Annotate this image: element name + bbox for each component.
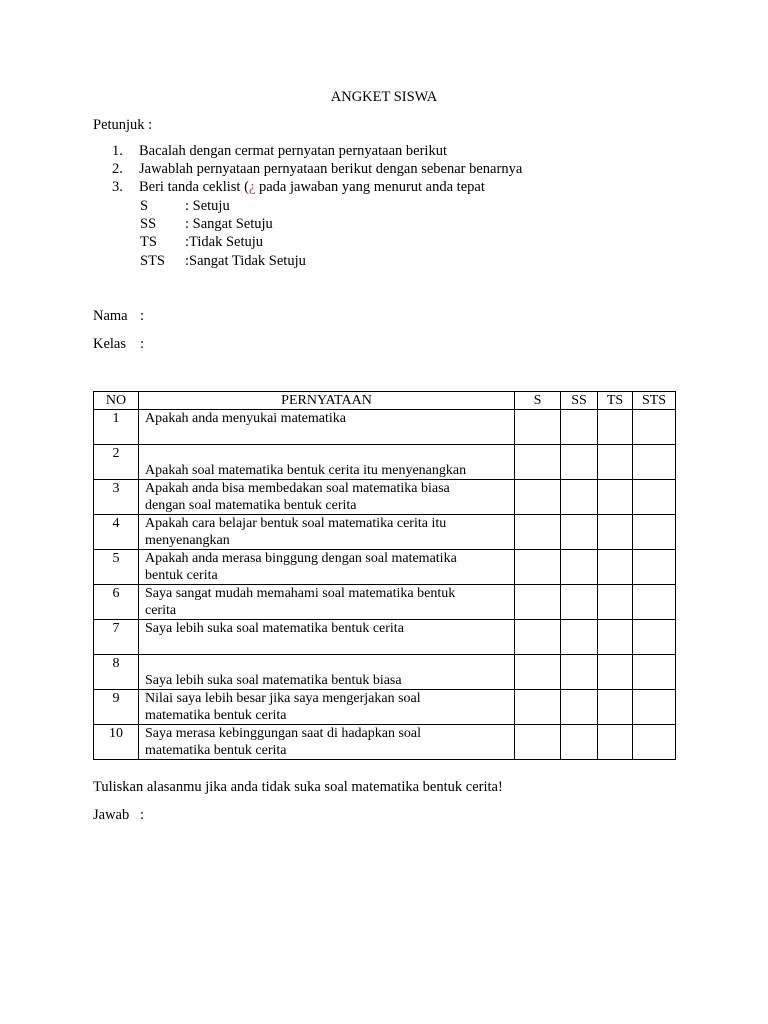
statement-cell	[139, 445, 515, 480]
instruction-item	[112, 178, 485, 196]
check-cell-s[interactable]	[515, 585, 561, 620]
table-row	[94, 585, 676, 620]
code-legend-item	[140, 252, 306, 270]
table-row	[94, 690, 676, 725]
row-number: 5	[94, 550, 139, 585]
statement-line	[145, 655, 514, 672]
code-desc: :Tidak Setuju	[185, 234, 264, 250]
code-key: TS	[140, 234, 157, 250]
check-cell-s[interactable]	[515, 410, 561, 445]
statement-line: Apakah anda menyukai matematika	[145, 411, 346, 426]
nama-field[interactable]	[93, 307, 144, 325]
check-cell-ss[interactable]	[561, 410, 598, 445]
check-cell-ss[interactable]	[561, 585, 598, 620]
header-no: NO	[94, 392, 139, 410]
statement-line: Apakah soal matematika bentuk cerita itu menyenangkan	[145, 463, 467, 478]
check-cell-s[interactable]	[515, 480, 561, 515]
statement-cell	[139, 620, 515, 655]
row-number: 10	[94, 725, 139, 760]
check-cell-s[interactable]	[515, 655, 561, 690]
header-ss: SS	[561, 392, 598, 410]
check-cell-ss[interactable]	[561, 725, 598, 760]
check-cell-sts[interactable]	[633, 585, 676, 620]
statement-cell	[139, 585, 515, 620]
code-key: STS	[140, 253, 165, 269]
statement-line: Saya sangat mudah memahami soal matematika bentuk	[145, 586, 456, 601]
row-number: 6	[94, 585, 139, 620]
check-cell-sts[interactable]	[633, 480, 676, 515]
table-row	[94, 410, 676, 445]
check-cell-s[interactable]	[515, 445, 561, 480]
instruction-number: 1.	[112, 143, 123, 159]
row-number: 1	[94, 410, 139, 445]
kelas-label: Kelas	[93, 336, 127, 352]
check-cell-sts[interactable]	[633, 690, 676, 725]
statement-line: Apakah cara belajar bentuk soal matematika cerita itu	[145, 516, 447, 531]
code-desc: : Setuju	[185, 198, 230, 214]
code-legend-item	[140, 215, 273, 233]
code-key: SS	[140, 216, 157, 232]
row-number: 4	[94, 515, 139, 550]
statement-line: cerita	[145, 603, 177, 618]
check-cell-sts[interactable]	[633, 515, 676, 550]
header-pernyataan: PERNYATAAN	[139, 392, 515, 410]
statement-line: Saya merasa kebinggungan saat di hadapkan soal	[145, 726, 422, 741]
code-legend-item	[140, 233, 263, 251]
check-cell-ts[interactable]	[598, 725, 633, 760]
statement-line: menyenangkan	[145, 533, 230, 548]
header-sts: STS	[633, 392, 676, 410]
check-cell-s[interactable]	[515, 550, 561, 585]
check-cell-ts[interactable]	[598, 515, 633, 550]
statement-line	[145, 427, 514, 444]
statement-line: Saya lebih suka soal matematika bentuk biasa	[145, 673, 402, 688]
statement-cell	[139, 515, 515, 550]
check-cell-ss[interactable]	[561, 550, 598, 585]
statement-line: Apakah anda bisa membedakan soal matematika biasa	[145, 481, 450, 496]
code-desc: :Sangat Tidak Setuju	[185, 253, 306, 269]
statement-cell	[139, 480, 515, 515]
statement-line	[145, 445, 514, 462]
row-number: 7	[94, 620, 139, 655]
row-number: 2	[94, 445, 139, 480]
check-cell-ss[interactable]	[561, 620, 598, 655]
statement-line: matematika bentuk cerita	[145, 743, 287, 758]
table-row	[94, 620, 676, 655]
instruction-text: Beri tanda ceklist (	[139, 179, 249, 195]
instruction-number: 2.	[112, 161, 123, 177]
header-ts: TS	[598, 392, 633, 410]
row-number: 8	[94, 655, 139, 690]
essay-question: Tuliskan alasanmu jika anda tidak suka soal matematika bentuk cerita!	[93, 779, 503, 795]
check-cell-ss[interactable]	[561, 690, 598, 725]
check-cell-sts[interactable]	[633, 550, 676, 585]
instruction-number: 3.	[112, 179, 123, 195]
instruction-item	[112, 160, 522, 178]
check-cell-ts[interactable]	[598, 410, 633, 445]
check-cell-ts[interactable]	[598, 550, 633, 585]
statement-cell	[139, 725, 515, 760]
check-cell-ss[interactable]	[561, 445, 598, 480]
statement-line: Apakah anda merasa binggung dengan soal matematika	[145, 551, 457, 566]
check-cell-ts[interactable]	[598, 620, 633, 655]
instruction-item	[112, 142, 447, 160]
table-row	[94, 445, 676, 480]
check-cell-s[interactable]	[515, 725, 561, 760]
nama-colon: :	[140, 308, 145, 324]
instruction-text: pada jawaban yang menurut anda tepat	[255, 179, 485, 195]
kelas-colon: :	[140, 336, 145, 352]
check-cell-ts[interactable]	[598, 655, 633, 690]
statement-line: dengan soal matematika bentuk cerita	[145, 498, 357, 513]
statement-line: Saya lebih suka soal matematika bentuk cerita	[145, 621, 404, 636]
table-row	[94, 480, 676, 515]
nama-label: Nama	[93, 308, 128, 324]
statement-line	[145, 637, 514, 654]
check-cell-ss[interactable]	[561, 480, 598, 515]
kelas-field[interactable]	[93, 335, 144, 353]
petunjuk-label: Petunjuk :	[93, 117, 153, 133]
statement-cell	[139, 550, 515, 585]
jawab-colon: :	[140, 807, 145, 823]
statement-line: matematika bentuk cerita	[145, 708, 287, 723]
instruction-text: Bacalah dengan cermat pernyatan pernyataan berikut	[139, 143, 447, 159]
statement-cell	[139, 690, 515, 725]
table-header-row	[94, 392, 676, 410]
questionnaire-table	[93, 391, 676, 760]
check-cell-sts[interactable]	[633, 620, 676, 655]
statement-cell	[139, 655, 515, 690]
check-cell-sts[interactable]	[633, 445, 676, 480]
jawab-label: Jawab	[93, 807, 130, 823]
table-row	[94, 725, 676, 760]
check-cell-ts[interactable]	[598, 480, 633, 515]
check-cell-ss[interactable]	[561, 655, 598, 690]
check-cell-ss[interactable]	[561, 515, 598, 550]
header-s: S	[515, 392, 561, 410]
row-number: 9	[94, 690, 139, 725]
table-row	[94, 515, 676, 550]
check-cell-s[interactable]	[515, 690, 561, 725]
page-title: ANGKET SISWA	[330, 89, 438, 105]
code-desc: : Sangat Setuju	[185, 216, 273, 232]
code-legend-item	[140, 197, 230, 215]
statement-cell	[139, 410, 515, 445]
check-cell-s[interactable]	[515, 515, 561, 550]
statement-line: Nilai saya lebih besar jika saya mengerjakan soal	[145, 691, 421, 706]
check-cell-sts[interactable]	[633, 725, 676, 760]
row-number: 3	[94, 480, 139, 515]
instruction-text: Jawablah pernyataan pernyataan berikut dengan sebenar benarnya	[139, 161, 523, 177]
check-cell-sts[interactable]	[633, 655, 676, 690]
check-cell-sts[interactable]	[633, 410, 676, 445]
code-key: S	[140, 198, 149, 214]
check-cell-s[interactable]	[515, 620, 561, 655]
statement-line: bentuk cerita	[145, 568, 218, 583]
check-cell-ts[interactable]	[598, 690, 633, 725]
jawab-field[interactable]	[93, 806, 144, 824]
check-cell-ts[interactable]	[598, 445, 633, 480]
check-cell-ts[interactable]	[598, 585, 633, 620]
checkmark-symbol: ¿	[248, 179, 256, 195]
table-row	[94, 655, 676, 690]
table-row	[94, 550, 676, 585]
